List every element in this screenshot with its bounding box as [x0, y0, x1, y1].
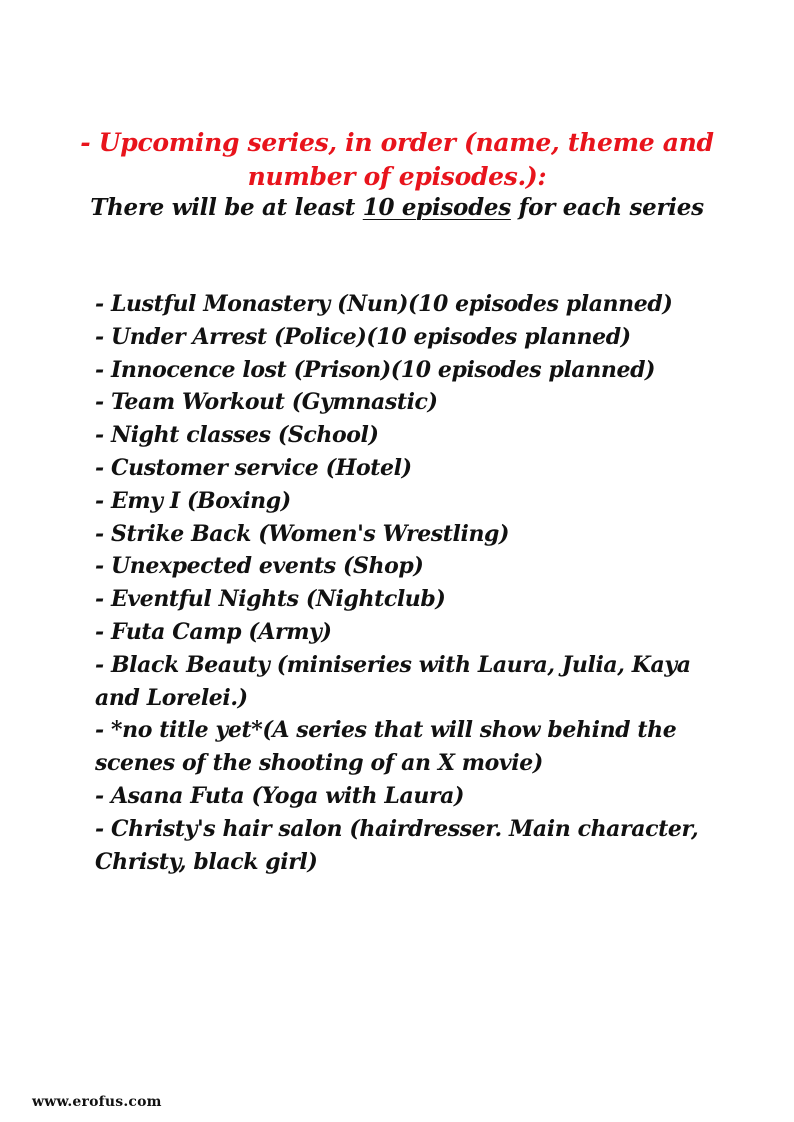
- series-item: - Strike Back (Women's Wrestling): [95, 520, 510, 547]
- series-item: - Customer service (Hotel): [95, 454, 412, 481]
- episodes-note-underlined: 10 episodes: [362, 194, 511, 221]
- series-list: [95, 288, 710, 878]
- episodes-note: [60, 192, 734, 224]
- series-item: - Black Beauty (miniseries with Laura, Julia, Kaya and Lorelei.): [95, 651, 691, 711]
- series-item: - Lustful Monastery (Nun)(10 episodes planned): [95, 291, 673, 317]
- series-item: - Innocence lost (Prison)(10 episodes planned): [95, 356, 656, 383]
- series-item: - Asana Futa (Yoga with Laura): [95, 782, 464, 809]
- series-item: - Futa Camp (Army): [95, 618, 332, 645]
- site-watermark: www.erofus.com: [32, 1094, 162, 1110]
- series-heading: - Upcoming series, in order (name, theme and number of episodes.):: [80, 128, 714, 191]
- episodes-note-after: for each series: [510, 194, 704, 221]
- series-item: - Night classes (School): [95, 422, 379, 449]
- series-item: - *no title yet*(A series that will show behind the scenes of the shooting of an X movie): [95, 717, 677, 777]
- series-item: - Emy I (Boxing): [95, 487, 291, 514]
- episodes-note-before: There will be at least: [90, 194, 363, 221]
- series-item: - Under Arrest (Police)(10 episodes planned): [95, 323, 631, 350]
- series-item: - Unexpected events (Shop): [95, 553, 424, 580]
- series-item: - Christy's hair salon (hairdresser. Main character, Christy, black girl): [95, 815, 699, 875]
- series-item: - Eventful Nights (Nightclub): [95, 586, 446, 613]
- series-item: - Team Workout (Gymnastic): [95, 389, 438, 416]
